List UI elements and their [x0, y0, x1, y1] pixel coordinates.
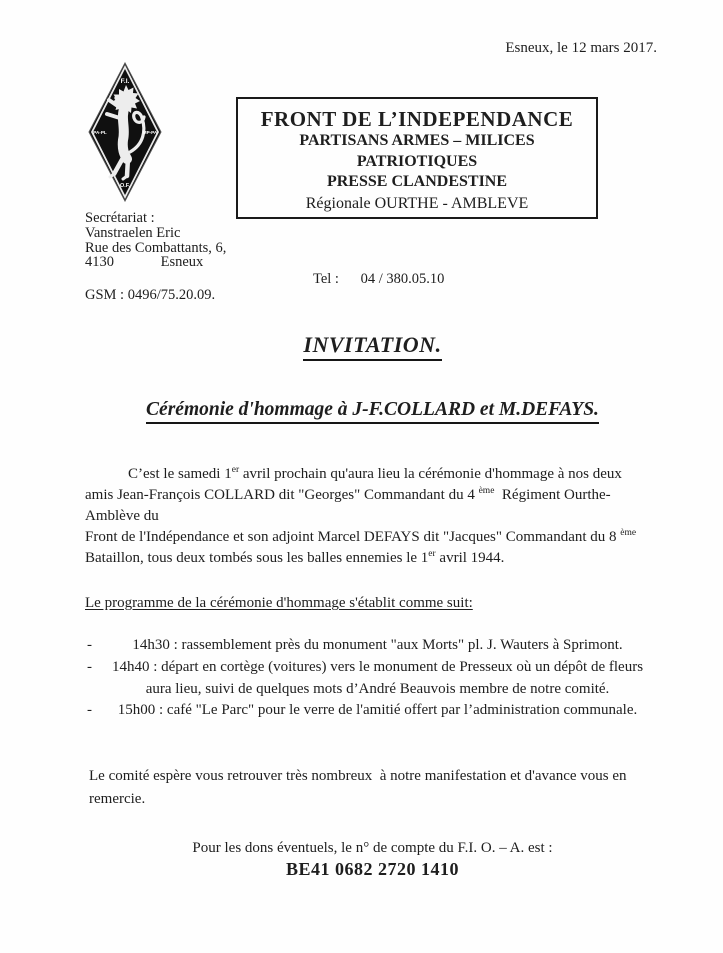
secretariat-name: Vanstraelen Eric	[85, 224, 181, 241]
list-dash: -	[87, 637, 92, 653]
programme-item	[85, 700, 670, 722]
organization-subtitle-1: PARTISANS ARMES – MILICES PATRIOTIQUES	[299, 132, 535, 170]
body-text-line: Bataillon, tous deux tombés sous les balles ennemies le 1er avril 1944.	[85, 549, 505, 566]
closing-text-line: Le comité espère vous retrouver très nombreux à notre manifestation et d'avance vous en	[89, 768, 627, 784]
secretariat-city-line	[85, 255, 226, 270]
city-name: Esneux	[160, 254, 204, 271]
body-text-line: Amblève du	[85, 508, 159, 524]
gsm-line: GSM : 0496/75.20.09.	[85, 287, 216, 303]
organization-name: FRONT DE L’INDEPENDANCE	[260, 107, 574, 131]
bank-account-number: BE41 0682 2720 1410	[285, 859, 459, 879]
tel-line	[313, 271, 444, 288]
tel-label: Tel :	[313, 271, 339, 287]
secretariat-street: Rue des Combattants, 6,	[85, 239, 227, 256]
closing-paragraph	[89, 765, 679, 810]
logo-text-left: PA-PL	[93, 130, 107, 135]
programme-list	[85, 635, 670, 722]
logo-text-of: O.F.	[119, 183, 131, 189]
list-dash: -	[87, 658, 92, 675]
organization-region: Régionale OURTHE - AMBLEVE	[305, 194, 529, 212]
logo-text-right: MP-PA	[142, 130, 158, 135]
body-text-line: C’est le samedi 1er avril prochain qu'aura lieu la cérémonie d'hommage à nos deux	[128, 465, 622, 482]
list-dash: -	[87, 702, 92, 719]
programme-item	[85, 635, 670, 657]
ceremony-subtitle: Cérémonie d'hommage à J-F.COLLARD et M.DEFAYS.	[85, 399, 660, 424]
programme-heading: Le programme de la cérémonie d'hommage s'établit comme suit:	[85, 595, 473, 611]
closing-text-line: remercie.	[89, 790, 146, 807]
logo-text-fi: F.I.	[120, 78, 130, 85]
body-text-line: amis Jean-François COLLARD dit "Georges" Commandant du 4 $^{ème}$ Régiment Ourthe-	[85, 486, 611, 503]
programme-item-text: 14h30 : rassemblement près du monument "aux Morts" pl. J. Wauters à Sprimont.	[132, 637, 623, 653]
secretariat-label: Secrétariat :	[85, 210, 155, 226]
body-text-line: Front de l'Indépendance et son adjoint Marcel DEFAYS dit "Jacques" Commandant du 8 $^{ème}$	[85, 528, 637, 545]
programme-item-text: 14h40 : départ en cortège (voitures) vers le monument de Presseux où un dépôt de fleurs aura lieu, suivi de quelques mots d’André Beauvois membre de notre comité.	[111, 658, 644, 697]
programme-item	[85, 657, 670, 701]
body-paragraph	[85, 464, 685, 569]
organization-subtitle-2: PRESSE CLANDESTINE	[326, 173, 508, 190]
postal-code: 4130	[85, 254, 114, 271]
donation-line: Pour les dons éventuels, le n° de compte du F.I. O. – A. est :	[192, 840, 553, 856]
letterhead-box	[236, 97, 598, 219]
date-line: Esneux, le 12 mars 2017.	[505, 40, 657, 56]
document-title: INVITATION.	[85, 332, 660, 361]
secretariat-block	[85, 211, 226, 270]
programme-item-text: 15h00 : café "Le Parc" pour le verre de l'amitié offert par l’administration communale.	[117, 702, 638, 719]
front-independance-logo	[88, 62, 162, 202]
tel-number: 04 / 380.05.10	[360, 271, 445, 287]
